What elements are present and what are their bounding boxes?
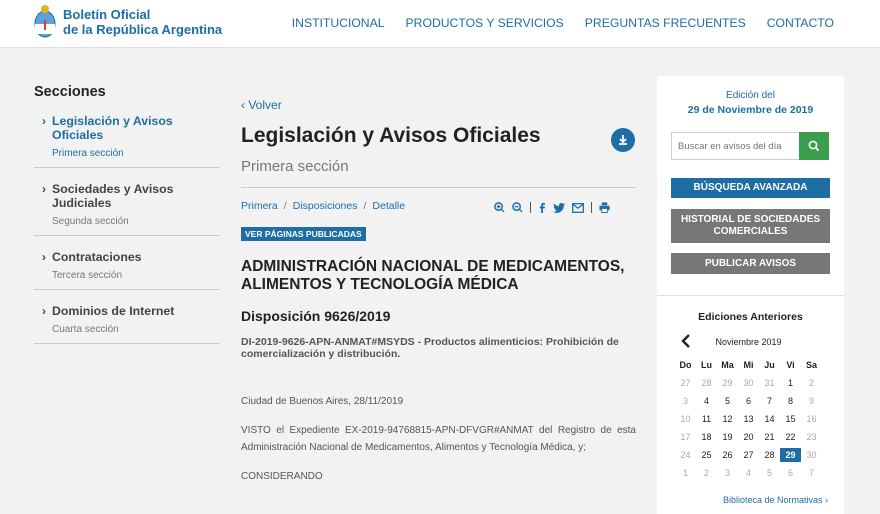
page-subtitle: Primera sección: [241, 158, 349, 175]
calendar-day[interactable]: 21: [764, 432, 775, 442]
body-paragraph: Ciudad de Buenos Aires, 28/11/2019: [241, 396, 404, 407]
calendar-weekday: Do: [679, 360, 692, 370]
calendar-weekday: Lu: [701, 360, 712, 370]
calendar-day: 27: [680, 378, 691, 388]
calendar: [671, 334, 831, 480]
calendar-day: 3: [724, 468, 730, 478]
email-icon[interactable]: [572, 203, 584, 213]
calendar-day[interactable]: 14: [764, 414, 775, 424]
search-button[interactable]: [799, 132, 829, 160]
toolbar: [494, 202, 610, 213]
page-title: Legislación y Avisos Oficiales: [241, 124, 541, 147]
calendar-month: Noviembre 2019: [715, 337, 782, 347]
sections-sidebar: [34, 84, 220, 358]
sidebar-item-sub: Tercera sección: [52, 270, 123, 281]
calendar-day: 29: [722, 378, 733, 388]
disposition-description: DI-2019-9626-APN-ANMAT#MSYDS - Productos alimenticios: Prohibición de comercialización y distribución.: [241, 336, 619, 360]
view-published-pages-button[interactable]: VER PÁGINAS PUBLICADAS: [241, 227, 366, 241]
sidebar-item-sub: Segunda sección: [52, 216, 129, 227]
sidebar-item-label: Contrataciones: [52, 250, 142, 264]
calendar-day[interactable]: 22: [785, 432, 796, 442]
back-link[interactable]: [241, 98, 636, 112]
toolbar-separator: [591, 202, 592, 213]
site-logo[interactable]: [33, 4, 222, 40]
calendar-day[interactable]: 18: [701, 432, 712, 442]
company-history-button[interactable]: HISTORIAL DE SOCIEDADES COMERCIALES: [671, 209, 830, 243]
sidebar-item-segunda[interactable]: [34, 182, 220, 236]
main-nav: [292, 16, 834, 30]
search-input[interactable]: [672, 133, 800, 159]
nav-contacto[interactable]: CONTACTO: [766, 16, 834, 30]
back-label: Volver: [248, 98, 282, 112]
calendar-day: 17: [680, 432, 691, 442]
search-icon: [808, 140, 820, 152]
calendar-day[interactable]: 15: [785, 414, 796, 424]
sidebar-item-sub: Cuarta sección: [52, 324, 119, 335]
calendar-day: 31: [764, 378, 775, 388]
calendar-day: 16: [806, 414, 817, 424]
chevron-right-icon: ›: [42, 304, 46, 318]
coat-of-arms-icon: [33, 4, 57, 40]
calendar-day[interactable]: 28: [764, 450, 775, 460]
calendar-day[interactable]: 4: [703, 396, 709, 406]
facebook-icon[interactable]: [538, 202, 546, 213]
calendar-day[interactable]: 25: [701, 450, 712, 460]
sidebar-item-cuarta[interactable]: [34, 304, 220, 344]
calendar-day: 2: [808, 378, 814, 388]
calendar-day: 1: [682, 468, 688, 478]
logo-line-1: Boletín Oficial: [63, 7, 151, 22]
nav-preguntas-frecuentes[interactable]: PREGUNTAS FRECUENTES: [584, 16, 746, 30]
publish-notices-button[interactable]: PUBLICAR AVISOS: [671, 253, 830, 274]
previous-editions-title: Ediciones Anteriores: [698, 311, 803, 323]
calendar-day: 24: [680, 450, 691, 460]
calendar-day: 6: [787, 468, 793, 478]
sidebar-item-label: Dominios de Internet: [52, 304, 175, 318]
calendar-day[interactable]: 29: [780, 448, 801, 462]
calendar-day[interactable]: 6: [745, 396, 751, 406]
calendar-day: 30: [806, 450, 817, 460]
calendar-grid: [675, 358, 831, 480]
calendar-day: 10: [680, 414, 691, 424]
sidebar-item-label: Sociedades y Avisos Judiciales: [52, 182, 174, 210]
nav-institucional[interactable]: INSTITUCIONAL: [291, 16, 385, 30]
sidebar-item-sub: Primera sección: [52, 148, 124, 159]
chevron-right-icon: ›: [822, 495, 828, 505]
normativas-library-link[interactable]: [723, 495, 828, 505]
sidebar-item-tercera[interactable]: [34, 250, 220, 290]
search-box: [671, 132, 829, 160]
normativas-library-label: Biblioteca de Normativas: [722, 495, 823, 505]
divider: [657, 295, 844, 296]
calendar-day: 9: [808, 396, 814, 406]
breadcrumb-disposiciones[interactable]: Disposiciones: [292, 200, 358, 212]
breadcrumb-primera[interactable]: Primera: [241, 200, 278, 212]
calendar-day: 4: [745, 468, 751, 478]
body-paragraph: VISTO el Expediente EX-2019-94768815-APN-DFVGR#ANMAT del Registro de esta Administración Nacional de Medicamentos, Alimentos y Tecnología Médica, y;: [241, 425, 636, 453]
download-icon: [611, 128, 635, 152]
calendar-day: 28: [701, 378, 712, 388]
nav-productos-servicios[interactable]: PRODUCTOS Y SERVICIOS: [405, 16, 564, 30]
calendar-day[interactable]: 1: [787, 378, 793, 388]
organization-title: ADMINISTRACIÓN NACIONAL DE MEDICAMENTOS, ALIMENTOS Y TECNOLOGÍA MÉDICA: [241, 258, 625, 293]
calendar-day[interactable]: 8: [787, 396, 793, 406]
calendar-weekday: Ma: [721, 360, 734, 370]
top-navbar: [0, 0, 880, 48]
logo-text: [63, 7, 222, 37]
calendar-weekday: Mi: [743, 360, 754, 370]
breadcrumb-separator: /: [283, 200, 287, 212]
zoom-in-icon[interactable]: [494, 202, 505, 213]
toolbar-separator: [530, 202, 531, 213]
disposition-number: Disposición 9626/2019: [241, 308, 391, 324]
calendar-day: 2: [703, 468, 709, 478]
advanced-search-button[interactable]: BÚSQUEDA AVANZADA: [671, 178, 830, 198]
calendar-weekday: Vi: [786, 360, 795, 370]
chevron-left-icon: ‹: [241, 98, 249, 112]
calendar-day[interactable]: 27: [743, 450, 754, 460]
calendar-day[interactable]: 19: [722, 432, 733, 442]
twitter-icon[interactable]: [553, 203, 565, 213]
zoom-out-icon[interactable]: [512, 202, 523, 213]
right-panel: [657, 76, 844, 514]
edition-label: Edición del: [726, 90, 775, 101]
breadcrumb-separator: /: [363, 200, 367, 212]
calendar-day: 30: [743, 378, 754, 388]
print-icon[interactable]: [599, 202, 610, 213]
breadcrumb-detalle[interactable]: Detalle: [372, 200, 406, 212]
calendar-day[interactable]: 12: [722, 414, 733, 424]
chevron-right-icon: ›: [42, 114, 46, 128]
calendar-day[interactable]: 11: [701, 414, 712, 424]
calendar-day: 5: [766, 468, 772, 478]
sidebar-item-label: Legislación y Avisos Oficiales: [52, 114, 173, 142]
sidebar-item-primera[interactable]: [34, 114, 220, 168]
calendar-day: 3: [682, 396, 688, 406]
download-button[interactable]: [611, 128, 635, 152]
calendar-day[interactable]: 5: [724, 396, 730, 406]
sidebar-title: Secciones: [34, 84, 106, 100]
calendar-day[interactable]: 7: [766, 396, 772, 406]
calendar-day[interactable]: 13: [743, 414, 754, 424]
chevron-right-icon: ›: [42, 250, 46, 264]
calendar-weekday: Ju: [764, 360, 775, 370]
calendar-day: 7: [808, 468, 814, 478]
calendar-day: 23: [806, 432, 817, 442]
calendar-weekday: Sa: [805, 360, 817, 370]
calendar-header: [671, 334, 831, 348]
body-paragraph: CONSIDERANDO: [241, 471, 323, 482]
edition-date: 29 de Noviembre de 2019: [687, 104, 814, 116]
divider: [241, 187, 636, 188]
chevron-right-icon: ›: [42, 182, 46, 196]
logo-line-2: de la República Argentina: [63, 22, 223, 37]
main-content: [241, 98, 636, 485]
calendar-day[interactable]: 26: [722, 450, 733, 460]
calendar-day[interactable]: 20: [743, 432, 754, 442]
